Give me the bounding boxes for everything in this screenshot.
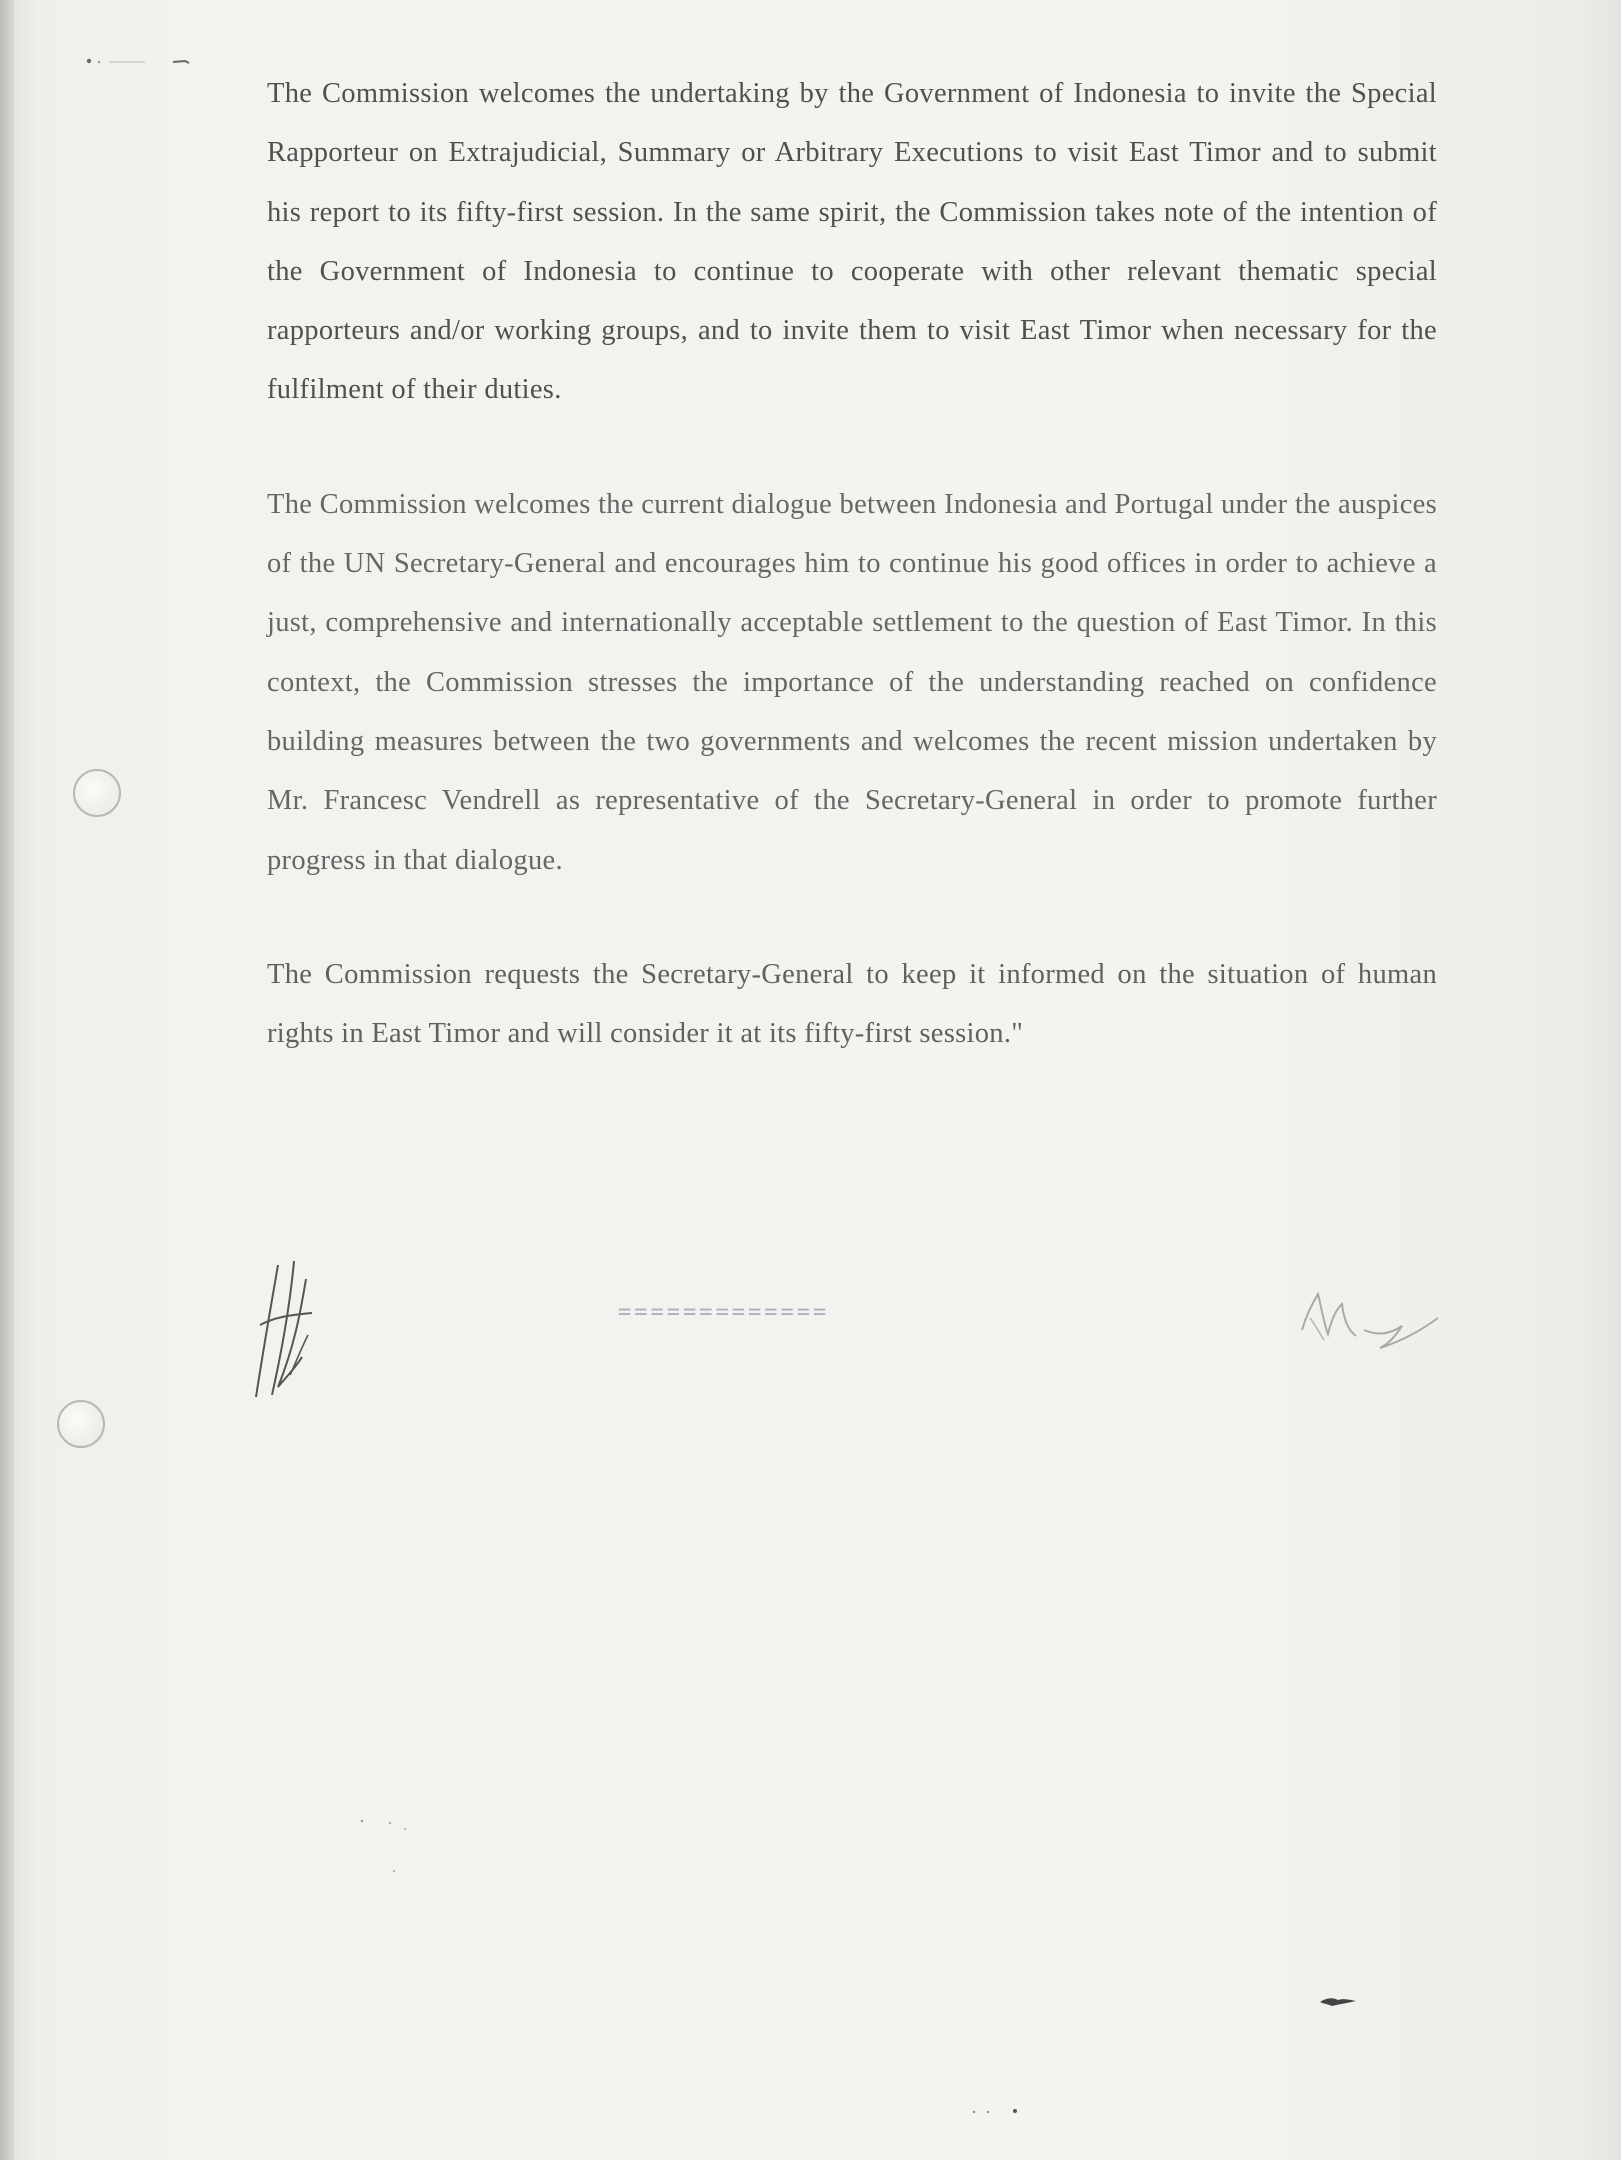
punch-hole-lower xyxy=(57,1400,105,1448)
ink-blot xyxy=(1318,1994,1358,2008)
page-binding-edge xyxy=(0,0,14,2160)
signature-initials-right xyxy=(1298,1290,1448,1365)
paragraph-dialogue: The Commission welcomes the current dialogue between Indonesia and Portugal under the auspices of the UN Secretary-General and encourages him to continue his good offices in order to achieve a just, comprehensive and internationally acceptable settlement to the question of East Timor. In this context, the Commission stresses the importance of the understanding reached on confidence building measures between the two governments and welcomes the recent mission undertaken by Mr. Francesc Vendrell as representative of the Secretary-General in order to promote further progress in that dialogue. xyxy=(267,488,1437,876)
foot-marks xyxy=(970,2108,1022,2116)
section-separator: ============= xyxy=(618,1300,830,1325)
document-body xyxy=(267,64,1437,1063)
paragraph-request: The Commission requests the Secretary-General to keep it informed on the situation of human rights in East Timor and will consider it at its fifty-first session." xyxy=(267,958,1437,1050)
ink-mark-top xyxy=(85,56,195,66)
paragraph-special-rapporteur: The Commission welcomes the undertaking by the Government of Indonesia to invite the Special Rapporteur on Extrajudicial, Summary or Arbitrary Executions to visit East Timor and to submit his report to its fifty-first session. In the same spirit, the Commission takes note of the intention of the Government of Indonesia to continue to cooperate with other relevant thematic special rapporteurs and/or working groups, and to invite them to visit East Timor when necessary for the fulfilment of their duties. xyxy=(267,78,1437,406)
punch-hole-upper xyxy=(73,769,121,817)
speckle-marks xyxy=(350,1815,450,1875)
signature-initials-left xyxy=(250,1255,330,1405)
